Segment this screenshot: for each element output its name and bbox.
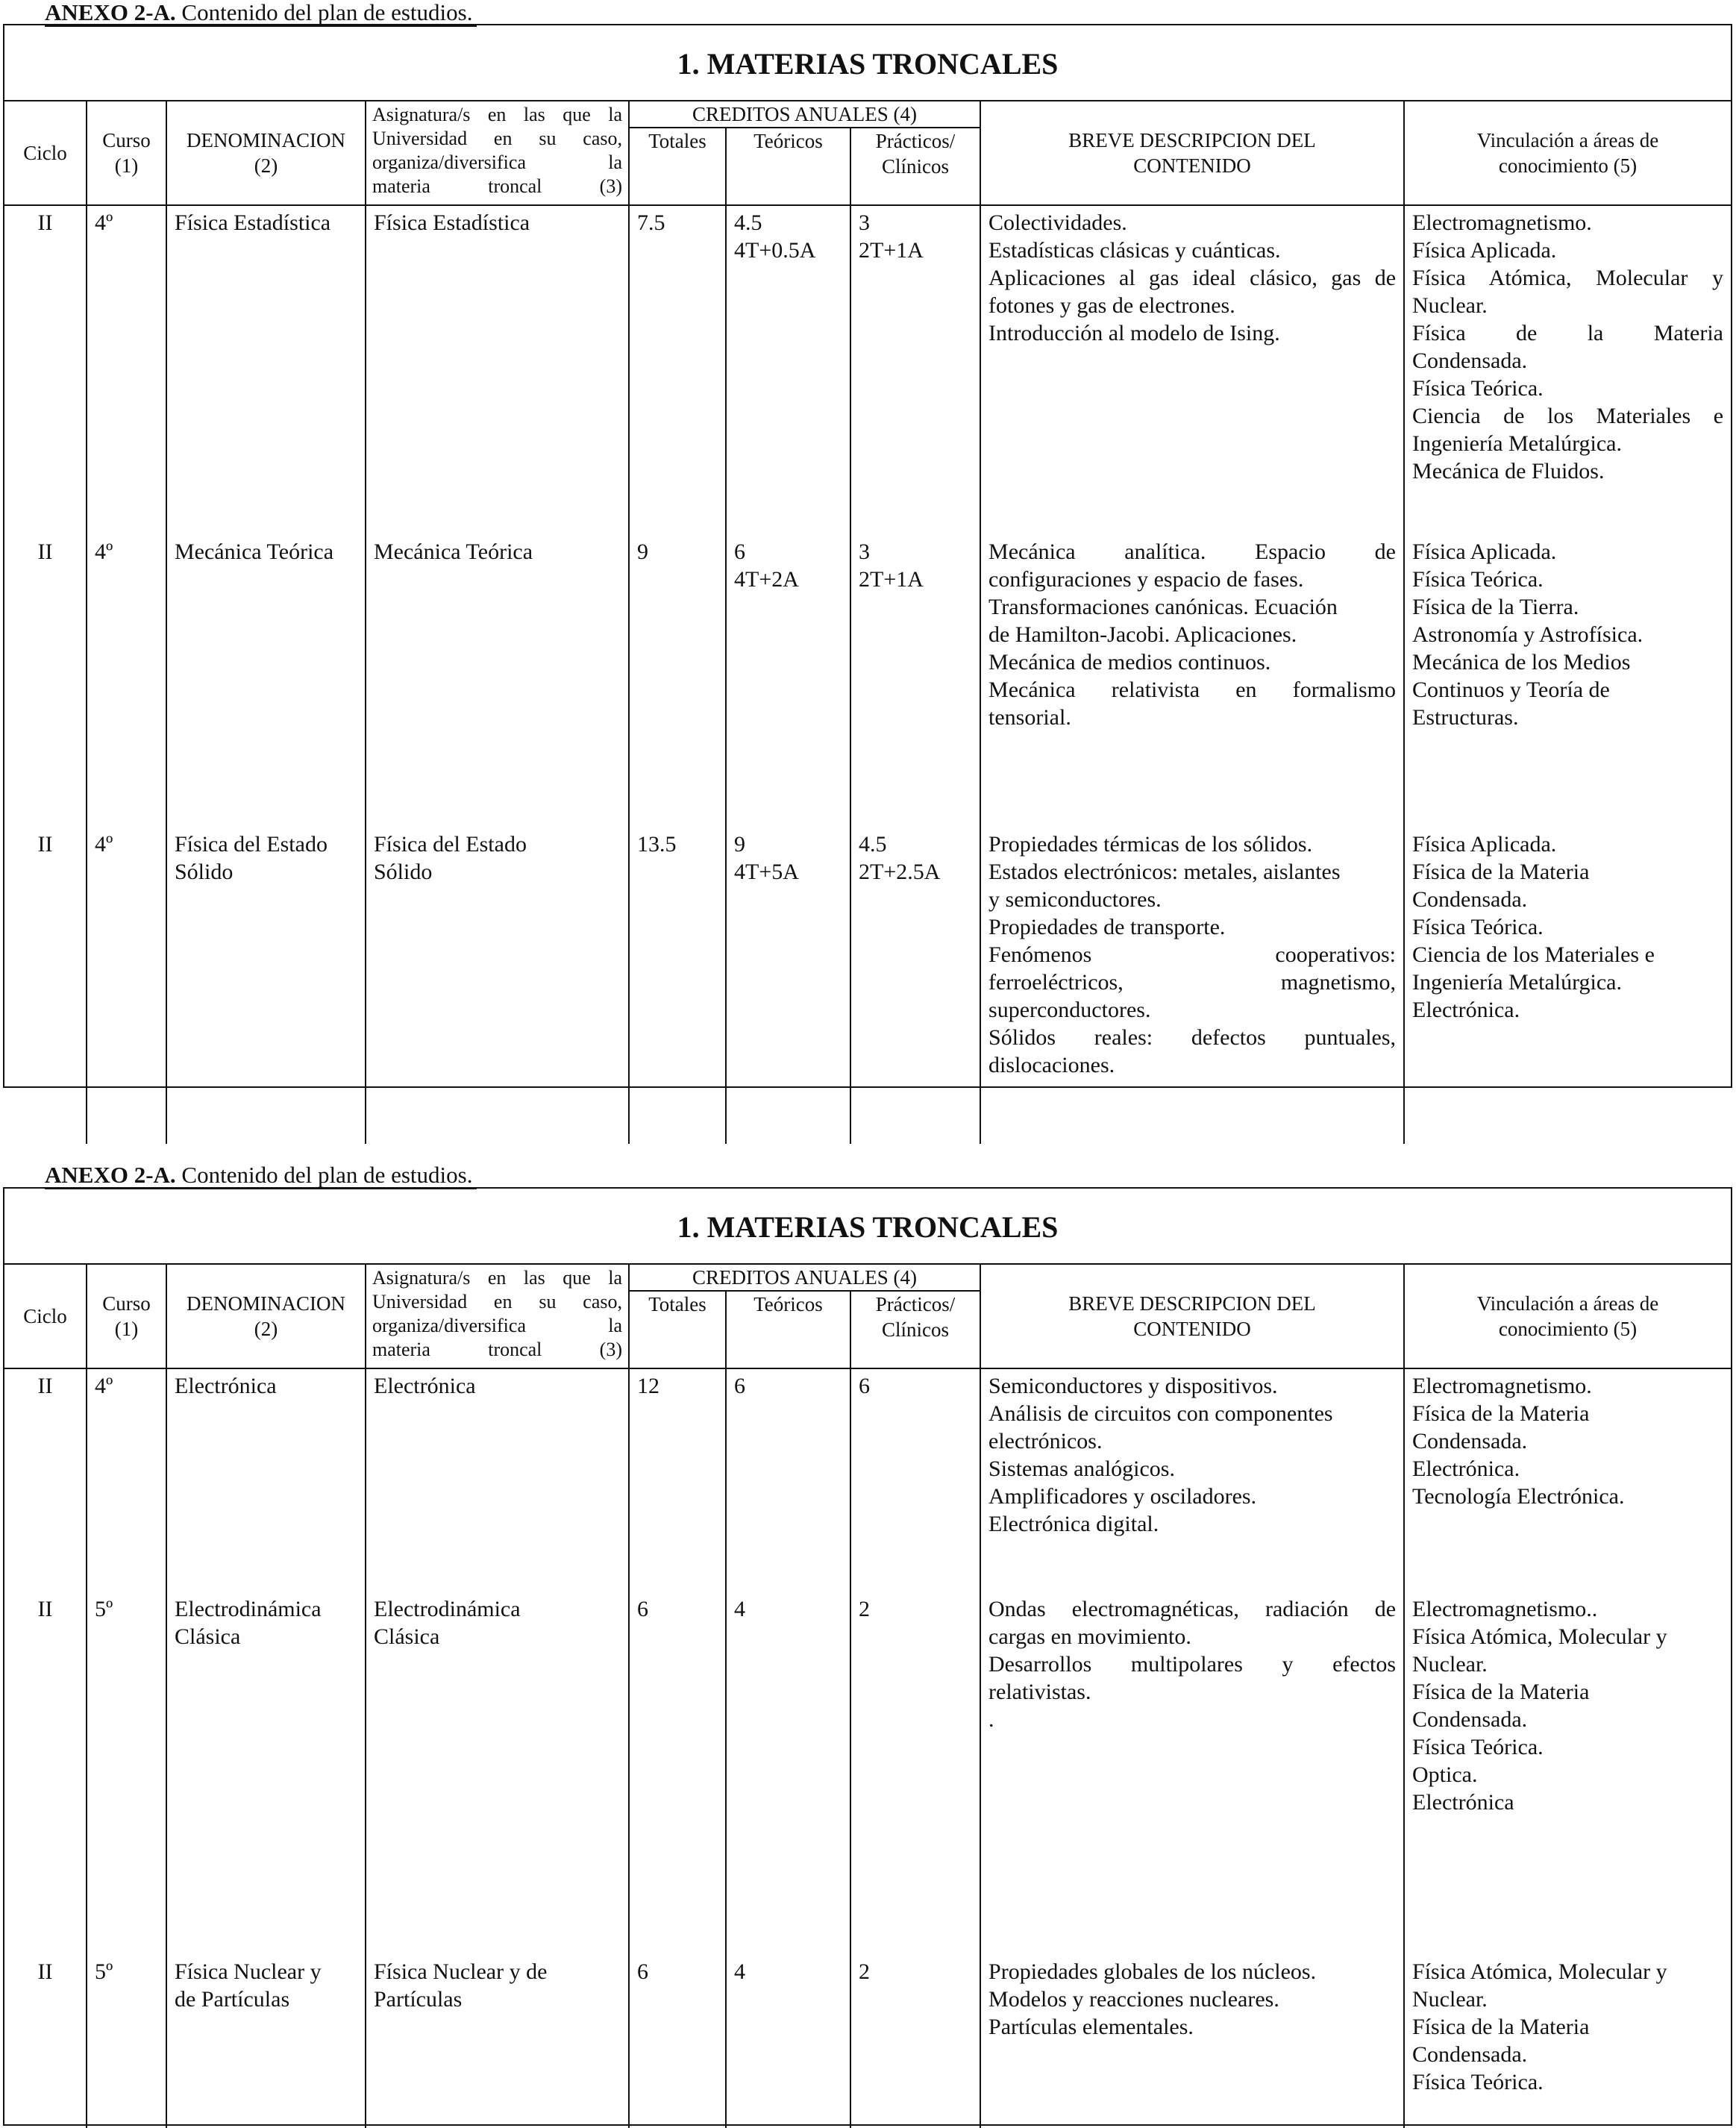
descripcion-cell-line: Análisis de circuitos con componentes (988, 1401, 1333, 1426)
totales-cell: 13.5 (629, 827, 726, 1144)
ciclo-cell: II (4, 1368, 87, 1592)
totales-cell: 7.5 (629, 205, 726, 535)
header-creditos: CREDITOS ANUALES (4) (629, 101, 980, 128)
practicos-cell (850, 1592, 980, 1955)
ciclo-cell: II (4, 205, 87, 535)
descripcion-cell-line: Mecánica relativista en formalismo (988, 677, 1397, 702)
ciclo-cell: II (4, 1955, 87, 2128)
teoricos-cell (726, 1955, 850, 2128)
areas-cell-line: Mecánica de los Medios (1412, 650, 1631, 675)
descripcion-cell-line: electrónicos. (988, 1429, 1103, 1453)
header-teoricos: Teóricos (726, 1291, 850, 1368)
areas-cell-line: Física Teórica. (1412, 915, 1544, 939)
totales-cell: 9 (629, 535, 726, 827)
descripcion-cell-line: Fenómenos cooperativos: (988, 942, 1397, 967)
descripcion-cell-line: Mecánica de medios continuos. (988, 650, 1271, 675)
asignatura-cell-line: Electrónica (374, 1374, 476, 1398)
practicos-cell-line: 6 (859, 1374, 870, 1398)
header-denominacion: DENOMINACION (2) (166, 1265, 366, 1368)
denominacion-cell (166, 1955, 366, 2128)
denominacion-cell-line: Electrodinámica (175, 1597, 322, 1621)
teoricos-cell-line: 9 (734, 832, 745, 857)
section-title: 1. MATERIAS TRONCALES (4, 1189, 1731, 1265)
areas-cell-line: Nuclear. (1412, 1987, 1488, 2012)
areas-cell (1404, 827, 1731, 1144)
practicos-cell-line: 2T+1A (859, 238, 924, 263)
table-1-body (4, 205, 1731, 1144)
descripcion-cell-line: Sólidos reales: defectos puntuales, (988, 1025, 1397, 1050)
areas-cell-line: Ingeniería Metalúrgica. (1412, 431, 1623, 456)
areas-cell-line: Mecánica de Fluidos. (1412, 459, 1605, 484)
descripcion-cell-line: Estados electrónicos: metales, aislantes (988, 860, 1341, 884)
asignatura-cell-line: Sólido (374, 860, 433, 884)
practicos-cell (850, 1368, 980, 1592)
asignatura-cell-line: Mecánica Teórica (374, 539, 533, 564)
descripcion-cell-line: Partículas elementales. (988, 2015, 1194, 2039)
descripcion-cell-line: y semiconductores. (988, 887, 1162, 912)
teoricos-cell (726, 827, 850, 1144)
teoricos-cell-line: 6 (734, 1374, 745, 1398)
denominacion-cell (166, 535, 366, 827)
asignatura-cell (366, 205, 629, 535)
table-row (4, 1955, 1731, 2128)
areas-cell-line: Física Teórica. (1412, 376, 1544, 401)
curso-cell: 4º (87, 205, 166, 535)
troncales-table-2 (3, 1187, 1732, 2126)
areas-cell-line: Electromagnetismo.. (1412, 1597, 1598, 1621)
areas-cell-line: Electromagnetismo. (1412, 1374, 1592, 1398)
header-totales: Totales (629, 128, 726, 205)
areas-cell-line: Física Aplicada. (1412, 238, 1557, 263)
asignatura-cell-line: Electrodinámica (374, 1597, 521, 1621)
header-totales: Totales (629, 1291, 726, 1368)
descripcion-cell-line: Desarrollos multipolares y efectos (988, 1652, 1397, 1677)
areas-cell-line: Nuclear. (1412, 293, 1488, 318)
teoricos-cell (726, 535, 850, 827)
teoricos-cell-line: 4.5 (734, 210, 762, 235)
areas-cell-line: Física de la Materia (1412, 1680, 1590, 1704)
table-2-body (4, 1368, 1731, 2128)
descripcion-cell (980, 205, 1404, 535)
troncales-table-1 (3, 24, 1732, 1088)
totales-cell: 12 (629, 1368, 726, 1592)
areas-cell-line: Física Aplicada. (1412, 539, 1557, 564)
header-descripcion: BREVE DESCRIPCION DEL CONTENIDO (980, 101, 1404, 205)
annex-heading (45, 0, 477, 27)
asignatura-cell (366, 1955, 629, 2128)
practicos-cell (850, 535, 980, 827)
descripcion-cell-line: tensorial. (988, 705, 1071, 730)
descripcion-cell-line: superconductores. (988, 998, 1151, 1022)
section-title: 1. MATERIAS TRONCALES (4, 25, 1731, 101)
descripcion-cell (980, 1592, 1404, 1955)
denominacion-cell-line: Mecánica Teórica (175, 539, 334, 564)
asignatura-cell-line: Clásica (374, 1624, 440, 1649)
teoricos-cell-line: 4 (734, 1597, 745, 1621)
totales-cell: 6 (629, 1955, 726, 2128)
descripcion-cell-line: configuraciones y espacio de fases. (988, 567, 1304, 592)
areas-cell-line: Condensada. (1412, 887, 1528, 912)
areas-cell-line: Continuos y Teoría de (1412, 677, 1610, 702)
areas-cell (1404, 535, 1731, 827)
annex-heading-text: Contenido del plan de estudios. (175, 1162, 473, 1188)
curso-cell: 5º (87, 1592, 166, 1955)
header-curso: Curso (1) (87, 101, 166, 205)
curso-cell: 4º (87, 1368, 166, 1592)
asignatura-cell-line: Partículas (374, 1987, 463, 2012)
teoricos-cell-line: 4T+5A (734, 860, 799, 884)
descripcion-cell-line: Sistemas analógicos. (988, 1456, 1175, 1481)
header-asignatura: Asignatura/s en las que la Universidad en su caso, organiza/diversifica la materia troncal (3) (366, 101, 629, 205)
troncales-grid (4, 1265, 1731, 2128)
annex-heading-label: ANEXO 2-A. (45, 0, 176, 25)
asignatura-cell (366, 1368, 629, 1592)
descripcion-cell-line: Propiedades de transporte. (988, 915, 1226, 939)
areas-cell-line: Astronomía y Astrofísica. (1412, 622, 1643, 647)
header-creditos: CREDITOS ANUALES (4) (629, 1265, 980, 1291)
descripcion-cell-line: Amplificadores y osciladores. (988, 1484, 1257, 1509)
denominacion-cell-line: Electrónica (175, 1374, 277, 1398)
descripcion-cell-line: Semiconductores y dispositivos. (988, 1374, 1278, 1398)
troncales-grid (4, 101, 1731, 1144)
header-descripcion: BREVE DESCRIPCION DEL CONTENIDO (980, 1265, 1404, 1368)
areas-cell (1404, 205, 1731, 535)
curso-cell: 4º (87, 827, 166, 1144)
areas-cell-line: Nuclear. (1412, 1652, 1488, 1677)
denominacion-cell (166, 205, 366, 535)
practicos-cell-line: 2T+1A (859, 567, 924, 592)
areas-cell-line: Condensada. (1412, 348, 1528, 373)
asignatura-cell (366, 827, 629, 1144)
areas-cell-line: Física de la Tierra. (1412, 595, 1579, 619)
annex-heading-2 (45, 1162, 477, 1189)
annex-heading-label: ANEXO 2-A. (45, 1162, 176, 1188)
teoricos-cell (726, 205, 850, 535)
areas-cell-line: Electrónica (1412, 1790, 1514, 1815)
areas-cell-line: Tecnología Electrónica. (1412, 1484, 1625, 1509)
header-curso: Curso (1) (87, 1265, 166, 1368)
denominacion-cell-line: Física Estadística (175, 210, 331, 235)
denominacion-cell-line: Física Nuclear y (175, 1959, 322, 1984)
practicos-cell (850, 205, 980, 535)
asignatura-cell-line: Física Estadística (374, 210, 530, 235)
descripcion-cell-line: de Hamilton-Jacobi. Aplicaciones. (988, 622, 1297, 647)
ciclo-cell: II (4, 1592, 87, 1955)
ciclo-cell: II (4, 827, 87, 1144)
practicos-cell-line: 2T+2.5A (859, 860, 941, 884)
asignatura-cell-line: Física del Estado (374, 832, 527, 857)
header-vinculacion: Vinculación a áreas de conocimiento (5) (1404, 1265, 1731, 1368)
teoricos-cell-line: 4T+2A (734, 567, 799, 592)
areas-cell-line: Condensada. (1412, 1707, 1528, 1732)
header-asignatura: Asignatura/s en las que la Universidad en su caso, organiza/diversifica la materia troncal (3) (366, 1265, 629, 1368)
descripcion-cell-line: Electrónica digital. (988, 1512, 1159, 1536)
denominacion-cell (166, 1368, 366, 1592)
descripcion-cell-line: cargas en movimiento. (988, 1624, 1191, 1649)
practicos-cell-line: 4.5 (859, 832, 887, 857)
areas-cell-line: Física de la Materia (1412, 321, 1724, 345)
teoricos-cell-line: 4T+0.5A (734, 238, 816, 263)
areas-cell-line: Física Atómica, Molecular y (1412, 1959, 1667, 1984)
header-vinculacion: Vinculación a áreas de conocimiento (5) (1404, 101, 1731, 205)
descripcion-cell-line: Modelos y reacciones nucleares. (988, 1987, 1279, 2012)
areas-cell-line: Optica. (1412, 1762, 1478, 1787)
table-row (4, 535, 1731, 827)
areas-cell-line: Física Atómica, Molecular y (1412, 266, 1724, 290)
table-row (4, 827, 1731, 1144)
descripcion-cell-line: Propiedades térmicas de los sólidos. (988, 832, 1313, 857)
areas-cell-line: Electrónica. (1412, 998, 1520, 1022)
areas-cell-line: Física Teórica. (1412, 1735, 1544, 1759)
denominacion-cell-line: Física del Estado (175, 832, 328, 857)
asignatura-cell-line: Física Nuclear y de (374, 1959, 548, 1984)
denominacion-cell (166, 827, 366, 1144)
practicos-cell-line: 2 (859, 1597, 870, 1621)
descripcion-cell-line: fotones y gas de electrones. (988, 293, 1235, 318)
areas-cell (1404, 1368, 1731, 1592)
practicos-cell-line: 2 (859, 1959, 870, 1984)
header-practicos: Prácticos/ Clínicos (850, 1291, 980, 1368)
descripcion-cell (980, 535, 1404, 827)
practicos-cell (850, 827, 980, 1144)
descripcion-cell-line: Aplicaciones al gas ideal clásico, gas de (988, 266, 1397, 290)
areas-cell-line: Electrónica. (1412, 1456, 1520, 1481)
descripcion-cell-line: Ondas electromagnéticas, radiación de (988, 1597, 1397, 1621)
areas-cell-line: Ciencia de los Materiales e (1412, 404, 1724, 428)
descripcion-cell-line: Transformaciones canónicas. Ecuación (988, 595, 1338, 619)
asignatura-cell (366, 535, 629, 827)
areas-cell-line: Física Teórica. (1412, 2070, 1544, 2094)
table-row (4, 1368, 1731, 1592)
denominacion-cell-line: de Partículas (175, 1987, 290, 2012)
areas-cell-line: Física Teórica. (1412, 567, 1544, 592)
ciclo-cell: II (4, 535, 87, 827)
areas-cell-line: Condensada. (1412, 1429, 1528, 1453)
asignatura-cell (366, 1592, 629, 1955)
descripcion-cell (980, 1368, 1404, 1592)
descripcion-cell-line: ferroeléctricos, magnetismo, (988, 970, 1397, 995)
denominacion-cell-line: Clásica (175, 1624, 241, 1649)
practicos-cell (850, 1955, 980, 2128)
practicos-cell-line: 3 (859, 539, 870, 564)
areas-cell-line: Electromagnetismo. (1412, 210, 1592, 235)
totales-cell: 6 (629, 1592, 726, 1955)
header-ciclo: Ciclo (4, 1265, 87, 1368)
curso-cell: 5º (87, 1955, 166, 2128)
header-ciclo: Ciclo (4, 101, 87, 205)
teoricos-cell (726, 1368, 850, 1592)
descripcion-cell-line: relativistas. (988, 1680, 1091, 1704)
areas-cell-line: Ingeniería Metalúrgica. (1412, 970, 1623, 995)
header-denominacion: DENOMINACION (2) (166, 101, 366, 205)
areas-cell-line: Física Atómica, Molecular y (1412, 1624, 1667, 1649)
areas-cell-line: Ciencia de los Materiales e (1412, 942, 1655, 967)
descripcion-cell (980, 1955, 1404, 2128)
areas-cell (1404, 1955, 1731, 2128)
teoricos-cell-line: 4 (734, 1959, 745, 1984)
annex-heading-text: Contenido del plan de estudios. (175, 0, 473, 25)
denominacion-cell-line: Sólido (175, 860, 234, 884)
areas-cell-line: Condensada. (1412, 2042, 1528, 2067)
teoricos-cell (726, 1592, 850, 1955)
table-row (4, 205, 1731, 535)
descripcion-cell-line: Propiedades globales de los núcleos. (988, 1959, 1317, 1984)
areas-cell-line: Estructuras. (1412, 705, 1519, 730)
practicos-cell-line: 3 (859, 210, 870, 235)
header-practicos: Prácticos/ Clínicos (850, 128, 980, 205)
teoricos-cell-line: 6 (734, 539, 745, 564)
descripcion-cell-line: dislocaciones. (988, 1053, 1115, 1077)
areas-cell-line: Física Aplicada. (1412, 832, 1557, 857)
table-row (4, 1592, 1731, 1955)
descripcion-cell (980, 827, 1404, 1144)
curso-cell: 4º (87, 535, 166, 827)
descripcion-cell-line: Mecánica analítica. Espacio de (988, 539, 1397, 564)
descripcion-cell-line: Estadísticas clásicas y cuánticas. (988, 238, 1281, 263)
descripcion-cell-line: . (988, 1707, 994, 1732)
descripcion-cell-line: Colectividades. (988, 210, 1127, 235)
descripcion-cell-line: Introducción al modelo de Ising. (988, 321, 1280, 345)
header-teoricos: Teóricos (726, 128, 850, 205)
areas-cell-line: Física de la Materia (1412, 2015, 1590, 2039)
areas-cell-line: Física de la Materia (1412, 1401, 1590, 1426)
denominacion-cell (166, 1592, 366, 1955)
areas-cell (1404, 1592, 1731, 1955)
areas-cell-line: Física de la Materia (1412, 860, 1590, 884)
